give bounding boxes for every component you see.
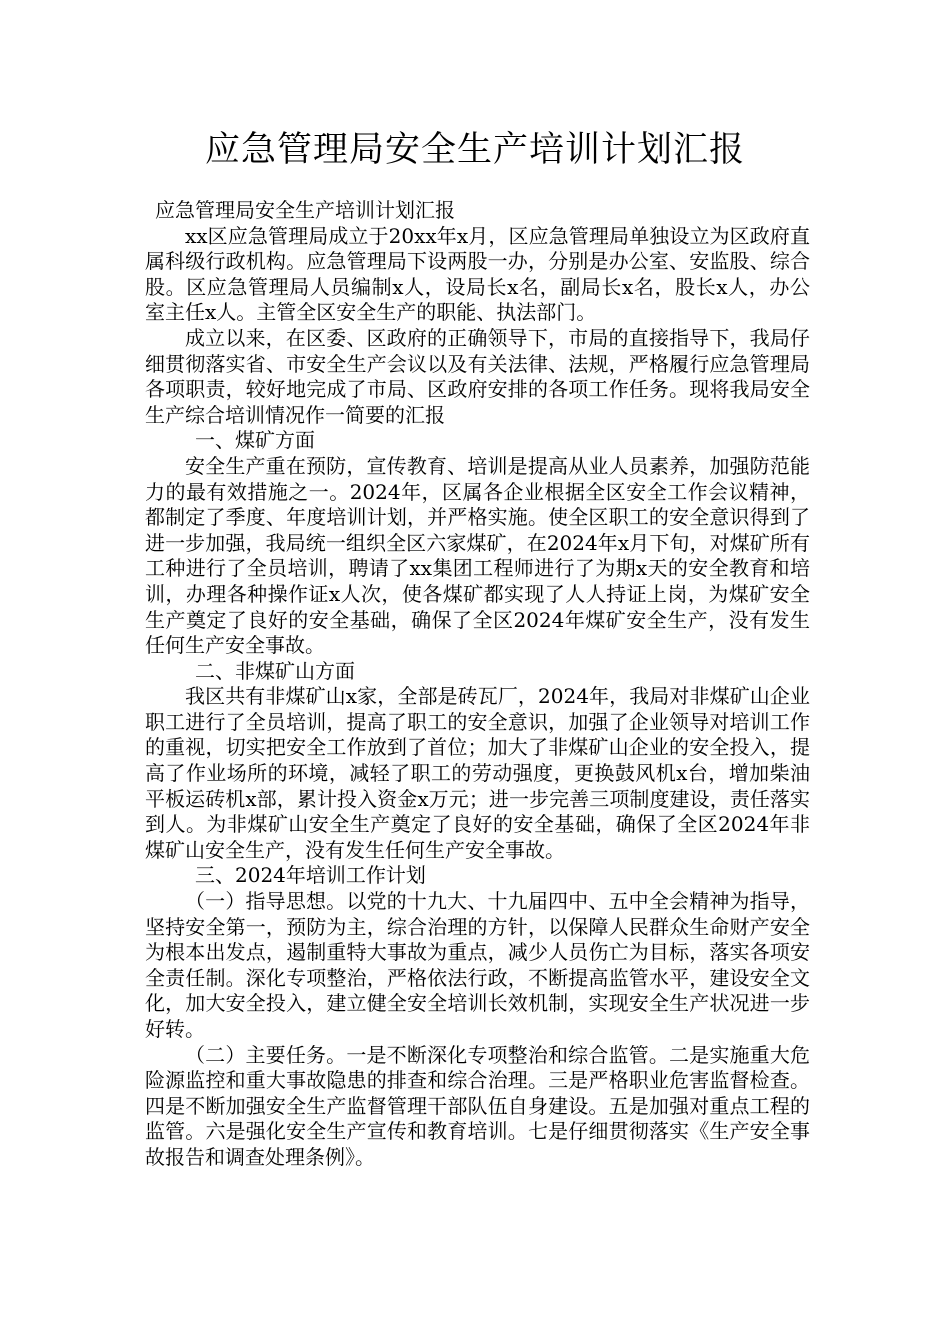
document-title: 应急管理局安全生产培训计划汇报 [204, 130, 745, 170]
paragraph-main-tasks: （二）主要任务。一是不断深化专项整治和综合监管。二是实施重大危险源监控和重大事故隐患的排查和综合治理。三是严格职业危害监督检查。四是不断加强安全生产监督管理干部队伍自身建设。五是加强对重点工程的监管。六是强化安全生产宣传和教育培训。七是仔细贯彻落实《生产安全事故报告和调查处理条例》。 [145, 1042, 810, 1169]
document-body [145, 198, 810, 1171]
paragraph-non-coal-mines: 我区共有非煤矿山x家，全部是砖瓦厂，2024年，我局对非煤矿山企业职工进行了全员培训，提高了职工的安全意识，加强了企业领导对培训工作的重视，切实把安全工作放到了首位；加大了非煤矿山企业的安全投入，提高了作业场所的环境，减轻了职工的劳动强度，更换鼓风机x台，增加柴油平板运砖机x部，累计投入资金x万元；进一步完善三项制度建设，责任落实到人。为非煤矿山安全生产奠定了良好的安全基础，确保了全区2024年非煤矿山安全生产，没有发生任何生产安全事故。 [145, 684, 810, 862]
document-subtitle: 应急管理局安全生产培训计划汇报 [155, 198, 455, 222]
section-heading-non-coal-mines: 二、非煤矿山方面 [195, 658, 355, 683]
section-heading-coal-mines: 一、煤矿方面 [195, 428, 315, 453]
section-heading-training-plan: 三、2024年培训工作计划 [195, 863, 426, 888]
paragraph-achievements: 成立以来，在区委、区政府的正确领导下，市局的直接指导下，我局仔细贯彻落实省、市安全生产会议以及有关法律、法规，严格履行应急管理局各项职责，较好地完成了市局、区政府安排的各项工作任务。现将我局安全生产综合培训情况作一简要的汇报 [145, 325, 810, 427]
paragraph-intro: xx区应急管理局成立于20xx年x月，区应急管理局单独设立为区政府直属科级行政机构。应急管理局下设两股一办，分别是办公室、安监股、综合股。区应急管理局人员编制x人，设局长x名，副局长x名，股长x人，办公室主任x人。主管全区安全生产的职能、执法部门。 [145, 223, 810, 325]
paragraph-coal-mines: 安全生产重在预防，宣传教育、培训是提高从业人员素养，加强防范能力的最有效措施之一。2024年，区属各企业根据全区安全工作会议精神，都制定了季度、年度培训计划，并严格实施。使全区职工的安全意识得到了进一步加强，我局统一组织全区六家煤矿，在2024年x月下旬，对煤矿所有工种进行了全员培训，聘请了xx集团工程师进行了为期x天的安全教育和培训，办理各种操作证x人次，使各煤矿都实现了人人持证上岗，为煤矿安全生产奠定了良好的安全基础，确保了全区2024年煤矿安全生产，没有发生任何生产安全事故。 [145, 453, 810, 658]
paragraph-guiding-ideology: （一）指导思想。以党的十九大、十九届四中、五中全会精神为指导，坚持安全第一，预防为主，综合治理的方针，以保障人民群众生命财产安全为根本出发点，遏制重特大事故为重点，减少人员伤亡为目标，落实各项安全责任制。深化专项整治，严格依法行政，不断提高监管水平，建设安全文化，加大安全投入，建立健全安全培训长效机制，实现安全生产状况进一步好转。 [145, 889, 810, 1041]
